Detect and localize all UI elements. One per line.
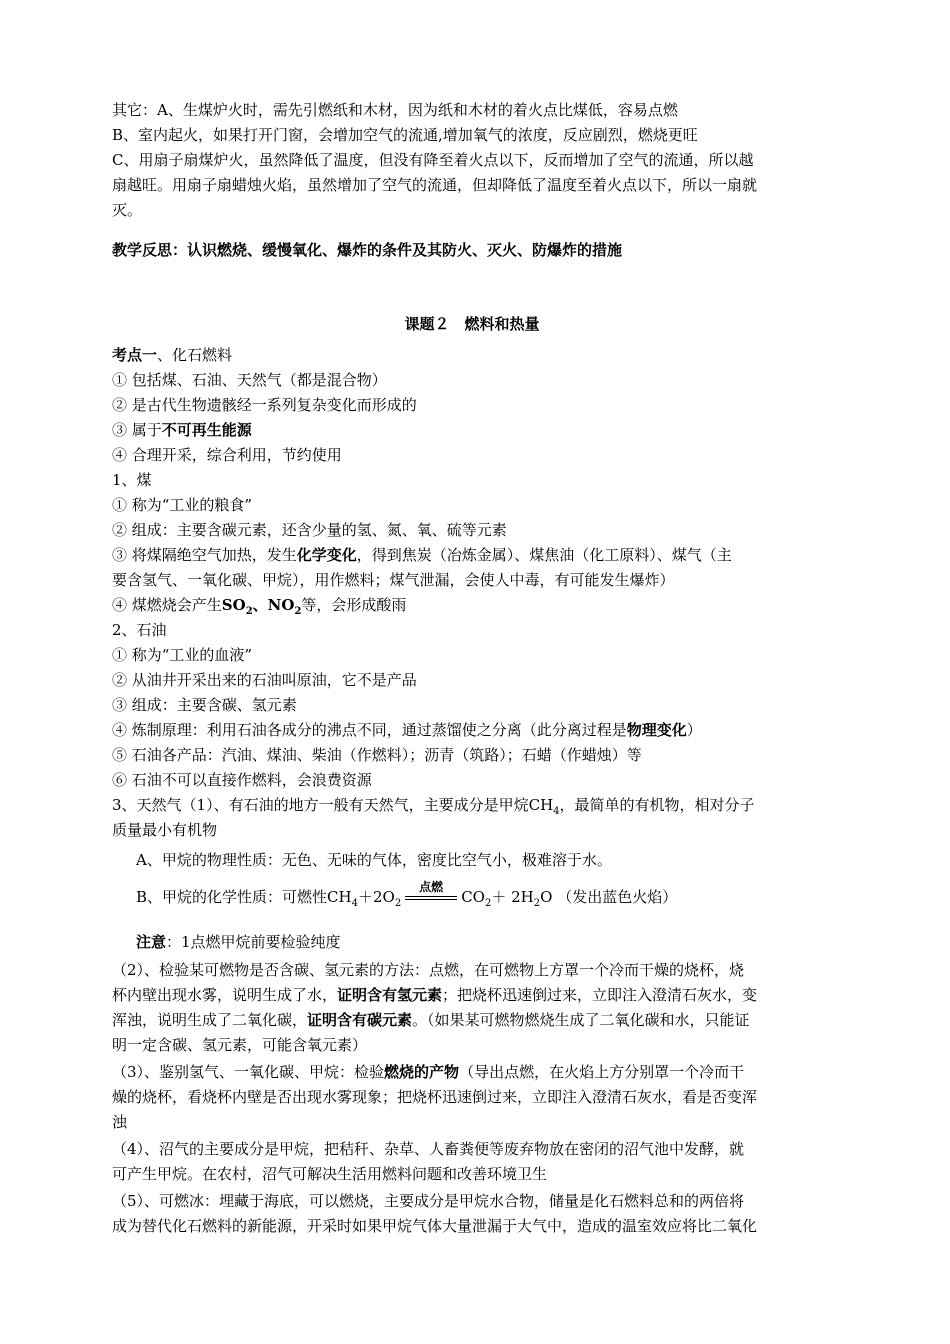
text-line bbox=[112, 1008, 750, 1032]
reaction-arrow bbox=[403, 880, 459, 909]
text: ＋ 2H bbox=[491, 888, 534, 906]
text: （3）、鉴别氢气、一氧化碳、甲烷：检验 bbox=[112, 1063, 385, 1081]
teaching-reflection: 教学反思：认识燃烧、缓慢氧化、爆炸的条件及其防火、灭火、防爆炸的措施 bbox=[112, 241, 623, 259]
note-label: 注意 bbox=[136, 933, 167, 951]
list-item: ① 包括煤、石油、天然气（都是混合物） bbox=[112, 371, 387, 389]
bold-text: SO bbox=[221, 596, 246, 614]
text: ，最简单的有机物，相对分子 bbox=[559, 796, 755, 814]
bold-text: 不可再生能源 bbox=[161, 421, 252, 439]
list-item: ② 从油井开采出来的石油叫原油，它不是产品 bbox=[112, 671, 417, 689]
text: ：1点燃甲烷前要检验纯度 bbox=[166, 933, 341, 951]
text-line: 灭。 bbox=[112, 201, 143, 219]
text-line bbox=[112, 1060, 744, 1084]
chemical-equation bbox=[136, 880, 678, 909]
list-item: ③ 组成：主要含碳、氢元素 bbox=[112, 696, 297, 714]
key-point-heading bbox=[112, 343, 232, 367]
bold-text: 物理变化 bbox=[626, 721, 687, 739]
bold-text: 证明含有氢元素 bbox=[337, 986, 443, 1004]
list-item: ⑥ 石油不可以直接作燃料，会浪费资源 bbox=[112, 771, 372, 789]
list-item: ④ 合理开采，综合利用，节约使用 bbox=[112, 446, 342, 464]
text-line: 扇越旺。用扇子扇蜡烛火焰，虽然增加了空气的流通，但却降低了温度至着火点以下，所以一扇就 bbox=[112, 176, 758, 194]
text-line: 明一定含碳、氢元素，可能含氧元素） bbox=[112, 1036, 368, 1054]
text: ③ 属于 bbox=[112, 421, 162, 439]
text: ＋2O bbox=[357, 888, 395, 906]
subscript: 2 bbox=[484, 898, 492, 909]
section-title: 课题２ 燃料和热量 bbox=[404, 315, 540, 333]
subheading-oil: 2、石油 bbox=[112, 621, 167, 639]
text: ④ 炼制原理：利用石油各成分的沸点不同，通过蒸馏使之分离（此分离过程是 bbox=[112, 721, 627, 739]
text: ④ 煤燃烧会产生 bbox=[112, 596, 222, 614]
list-item bbox=[112, 418, 252, 442]
text-line: B、室内起火，如果打开门窗，会增加空气的流通,增加氧气的浓度，反应剧烈，燃烧更旺 bbox=[112, 126, 698, 144]
text-line: 质量最小有机物 bbox=[112, 821, 218, 839]
text: O （发出蓝色火焰） bbox=[540, 888, 678, 906]
key-point-label: 考点一 bbox=[112, 346, 158, 364]
text: B、甲烷的化学性质：可燃性CH bbox=[136, 888, 352, 906]
note bbox=[136, 930, 341, 954]
list-item bbox=[112, 593, 406, 617]
text: ） bbox=[686, 721, 702, 739]
text: 杯内壁出现水雾，说明生成了水， bbox=[112, 986, 338, 1004]
text: （导出点燃，在火焰上方分别罩一个冷而干 bbox=[459, 1063, 745, 1081]
reaction-condition: 点燃 bbox=[419, 880, 444, 894]
text: ，得到焦炭（冶炼金属）、煤焦油（化工原料）、煤气（主 bbox=[356, 546, 732, 564]
list-item: ⑤ 石油各产品：汽油、煤油、柴油（作燃料）；沥青（筑路）；石蜡（作蜡烛）等 bbox=[112, 746, 642, 764]
text: ；把烧杯迅速倒过来，立即注入澄清石灰水，变 bbox=[442, 986, 758, 1004]
subscript: 2 bbox=[533, 898, 541, 909]
text: 浑浊，说明生成了二氧化碳， bbox=[112, 1011, 308, 1029]
text-line: 要含氢气、一氧化碳、甲烷），用作燃料；煤气泄漏，会使人中毒，有可能发生爆炸） bbox=[112, 571, 675, 589]
bold-text: 燃烧的产物 bbox=[384, 1063, 460, 1081]
list-item bbox=[112, 543, 732, 567]
text: 。（如果某可燃物燃烧生成了二氧化碳和水，只能证 bbox=[412, 1011, 750, 1029]
key-point-text: 、化石燃料 bbox=[157, 346, 233, 364]
text-line: 燥的烧杯，看烧杯内壁是否出现水雾现象；把烧杯迅速倒过来，立即注入澄清石灰水，看是否变浑 bbox=[112, 1088, 758, 1106]
text-line: （2）、检验某可燃物是否含碳、氢元素的方法：点燃，在可燃物上方罩一个冷而干燥的烧杯，烧 bbox=[112, 961, 745, 979]
text-line: 可产生甲烷。在农村，沼气可解决生活用燃料问题和改善环境卫生 bbox=[112, 1165, 548, 1183]
subscript: 2 bbox=[245, 606, 253, 617]
text-line: A、甲烷的物理性质：无色、无味的气体，密度比空气小，极难溶于水。 bbox=[136, 851, 612, 869]
text-line: C、用扇子扇煤炉火，虽然降低了温度，但没有降至着火点以下，反而增加了空气的流通，所以越 bbox=[112, 151, 754, 169]
bold-text: 化学变化 bbox=[296, 546, 357, 564]
bold-text: 、NO bbox=[252, 596, 295, 614]
list-item: ① 称为“工业的粮食” bbox=[112, 496, 253, 514]
text: 等，会形成酸雨 bbox=[301, 596, 407, 614]
text-line: 浊 bbox=[112, 1113, 128, 1131]
list-item: ② 组成：主要含碳元素，还含少量的氢、氮、氧、硫等元素 bbox=[112, 521, 507, 539]
subscript: 2 bbox=[294, 606, 302, 617]
text-line: （4）、沼气的主要成分是甲烷，把秸秆、杂草、人畜粪便等废弃物放在密闭的沼气池中发酵，就 bbox=[112, 1140, 745, 1158]
text: 3、天然气（1）、有石油的地方一般有天然气，主要成分是甲烷CH bbox=[112, 796, 554, 814]
subheading-natural-gas bbox=[112, 793, 755, 817]
text: CO bbox=[461, 888, 485, 906]
subscript: 4 bbox=[553, 806, 560, 817]
list-item: ② 是古代生物遗骸经一系列复杂变化而形成的 bbox=[112, 396, 417, 414]
bold-text: 证明含有碳元素 bbox=[307, 1011, 413, 1029]
text-line: 其它：A、生煤炉火时，需先引燃纸和木材，因为纸和木材的着火点比煤低，容易点燃 bbox=[112, 101, 678, 119]
subscript: 4 bbox=[351, 898, 358, 909]
list-item bbox=[112, 718, 702, 742]
subscript: 2 bbox=[394, 898, 402, 909]
text-line: 成为替代化石燃料的新能源，开采时如果甲烷气体大量泄漏于大气中，造成的温室效应将比二氧化 bbox=[112, 1217, 758, 1235]
text-line bbox=[112, 983, 757, 1007]
subheading-coal: 1、煤 bbox=[112, 471, 152, 489]
list-item: ① 称为“工业的血液” bbox=[112, 646, 253, 664]
text: ③ 将煤隔绝空气加热，发生 bbox=[112, 546, 297, 564]
text-line: （5）、可燃冰：埋藏于海底，可以燃烧，主要成分是甲烷水合物，储量是化石燃料总和的两倍将 bbox=[112, 1192, 745, 1210]
